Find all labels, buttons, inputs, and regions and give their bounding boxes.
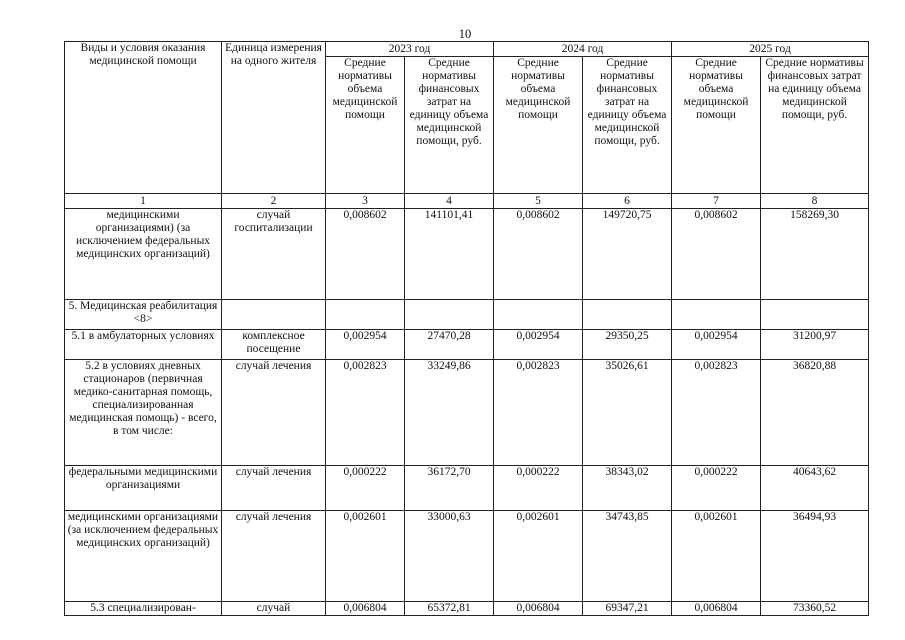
header-volume-2023: Средние нормативы объема медицинской помощи (326, 57, 405, 194)
header-cost-2023: Средние нормативы финансовых затрат на единицу объема медицинской помощи, руб. (405, 57, 494, 194)
row-cost-2024 (583, 300, 672, 330)
row-kind: медицинскими организациями (за исключением федеральных медицинских организаций) (65, 511, 222, 602)
row-kind: 5.3 специализирован- (65, 602, 222, 616)
column-number: 1 (65, 194, 222, 209)
row-volume-2023: 0,006804 (326, 602, 405, 616)
header-volume-2025: Средние нормативы объема медицинской помощи (672, 57, 761, 194)
row-unit: комплексное посещение (222, 330, 326, 360)
column-number: 8 (761, 194, 869, 209)
row-unit (222, 300, 326, 330)
row-volume-2025: 0,006804 (672, 602, 761, 616)
row-cost-2024: 34743,85 (583, 511, 672, 602)
header-volume-2024: Средние нормативы объема медицинской помощи (494, 57, 583, 194)
row-volume-2023: 0,008602 (326, 209, 405, 300)
row-unit: случай госпитализации (222, 209, 326, 300)
header-year-2025: 2025 год (672, 42, 869, 57)
row-volume-2024: 0,000222 (494, 466, 583, 511)
row-volume-2023: 0,000222 (326, 466, 405, 511)
row-volume-2024: 0,002601 (494, 511, 583, 602)
table-row (65, 330, 869, 360)
row-cost-2023: 65372,81 (405, 602, 494, 616)
row-volume-2024: 0,006804 (494, 602, 583, 616)
row-kind: 5.1 в амбулаторных условиях (65, 330, 222, 360)
row-unit: случай лечения (222, 466, 326, 511)
table-row (65, 300, 869, 330)
row-cost-2024: 35026,61 (583, 360, 672, 466)
column-number-row (65, 194, 869, 209)
row-cost-2024: 38343,02 (583, 466, 672, 511)
row-cost-2023: 141101,41 (405, 209, 494, 300)
row-volume-2024 (494, 300, 583, 330)
row-cost-2023: 33249,86 (405, 360, 494, 466)
row-volume-2023 (326, 300, 405, 330)
row-cost-2025: 40643,62 (761, 466, 869, 511)
table-row (65, 209, 869, 300)
column-number: 4 (405, 194, 494, 209)
row-volume-2025: 0,002823 (672, 360, 761, 466)
row-cost-2025: 36494,93 (761, 511, 869, 602)
header-cost-2024: Средние нормативы финансовых затрат на единицу объема медицинской помощи, руб. (583, 57, 672, 194)
row-cost-2025: 73360,52 (761, 602, 869, 616)
table-row (65, 360, 869, 466)
row-volume-2024: 0,008602 (494, 209, 583, 300)
table-row (65, 466, 869, 511)
row-kind: 5.2 в условиях дневных стационаров (первичная медико-санитарная помощь, специализированная медицинская помощь) - всего, в том числе: (65, 360, 222, 466)
header-year-row (65, 42, 869, 57)
row-cost-2023: 27470,28 (405, 330, 494, 360)
row-volume-2023: 0,002823 (326, 360, 405, 466)
header-kind-conditions: Виды и условия оказания медицинской помощи (65, 42, 222, 194)
row-unit: случай (222, 602, 326, 616)
column-number: 2 (222, 194, 326, 209)
row-cost-2023 (405, 300, 494, 330)
row-cost-2024: 149720,75 (583, 209, 672, 300)
table-row (65, 602, 869, 616)
row-volume-2025: 0,002601 (672, 511, 761, 602)
row-cost-2024: 69347,21 (583, 602, 672, 616)
row-volume-2024: 0,002954 (494, 330, 583, 360)
table-row (65, 511, 869, 602)
row-cost-2024: 29350,25 (583, 330, 672, 360)
row-cost-2023: 33000,63 (405, 511, 494, 602)
row-cost-2025: 158269,30 (761, 209, 869, 300)
row-cost-2025: 36820,88 (761, 360, 869, 466)
column-number: 5 (494, 194, 583, 209)
row-volume-2025: 0,002954 (672, 330, 761, 360)
row-cost-2025 (761, 300, 869, 330)
row-volume-2023: 0,002954 (326, 330, 405, 360)
row-kind: 5. Медицинская реабилитация <8> (65, 300, 222, 330)
row-unit: случай лечения (222, 511, 326, 602)
page-number: 10 (458, 27, 472, 41)
row-volume-2023: 0,002601 (326, 511, 405, 602)
column-number: 3 (326, 194, 405, 209)
row-volume-2024: 0,002823 (494, 360, 583, 466)
row-kind: федеральными медицинскими организациями (65, 466, 222, 511)
row-cost-2025: 31200,97 (761, 330, 869, 360)
row-volume-2025: 0,008602 (672, 209, 761, 300)
row-unit: случай лечения (222, 360, 326, 466)
header-unit: Единица измерения на одного жителя (222, 42, 326, 194)
row-kind: медицинскими организациями) (за исключением федеральных медицинских организаций) (65, 209, 222, 300)
column-number: 6 (583, 194, 672, 209)
column-number: 7 (672, 194, 761, 209)
row-cost-2023: 36172,70 (405, 466, 494, 511)
header-year-2024: 2024 год (494, 42, 672, 57)
header-year-2023: 2023 год (326, 42, 494, 57)
header-cost-2025: Средние нормативы финансовых затрат на единицу объема медицинской помощи, руб. (761, 57, 869, 194)
row-volume-2025 (672, 300, 761, 330)
norms-table (64, 41, 869, 616)
row-volume-2025: 0,000222 (672, 466, 761, 511)
